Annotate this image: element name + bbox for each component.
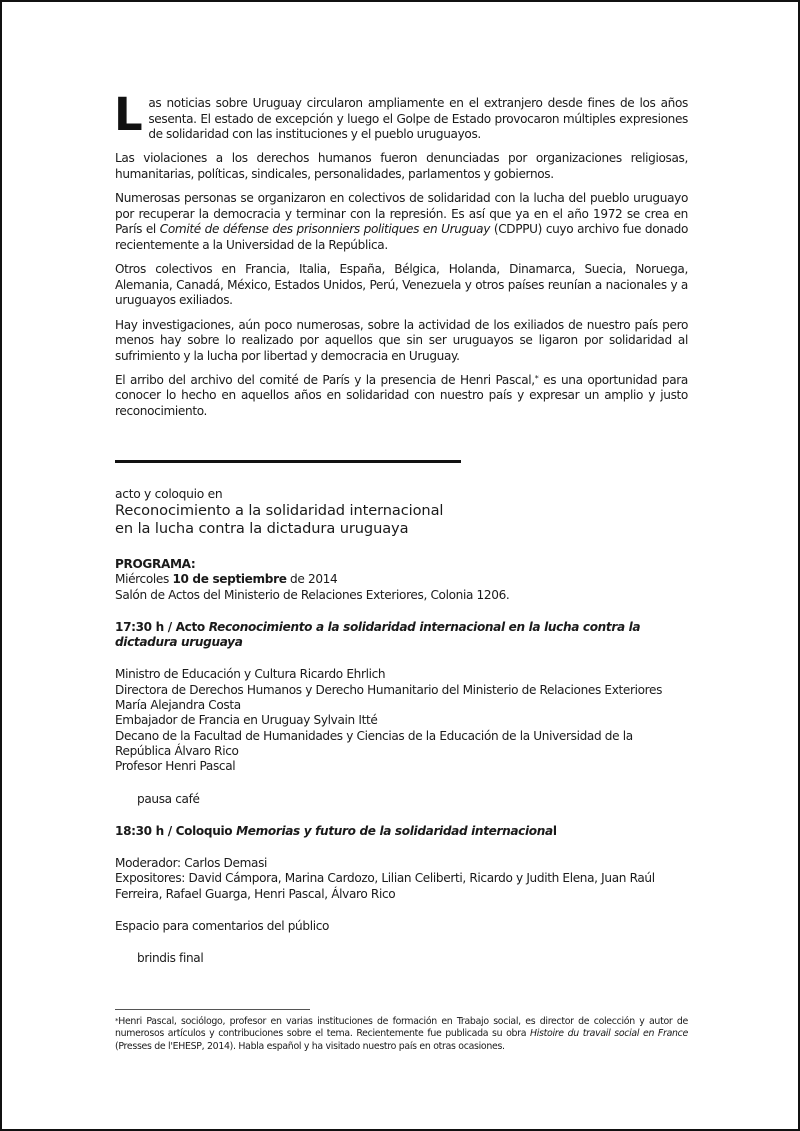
program-heading: PROGRAMA: <box>115 557 196 571</box>
event-title-line-2: en la lucha contra la dictadura uruguaya <box>115 520 409 537</box>
event-title-line-1: Reconocimiento a la solidaridad internacional <box>115 502 444 519</box>
coloquio-title-tail: l <box>552 823 557 838</box>
public-comments: Espacio para comentarios del público <box>115 919 330 934</box>
acto-speaker: Ministro de Educación y Cultura Ricardo Ehrlich <box>115 667 386 682</box>
drop-cap: L <box>114 88 143 141</box>
footnote-text-a: Henri Pascal, sociólogo, profesor en varias instituciones de formación en Trabajo social, es director de colección y autor de numerosos artículos y contribuciones sobre el tema. Recientemente fue publicada su obra <box>115 1016 688 1040</box>
program-date <box>115 572 688 587</box>
event-heading <box>115 486 688 538</box>
footnote-text-b: (Presses de l'EHESP, 2014). Habla español y ha visitado nuestro país en otras ocasiones. <box>115 1040 505 1052</box>
acto-heading <box>115 620 688 651</box>
intro-paragraph-1-text: as noticias sobre Uruguay circularon ampliamente en el extranjero desde fines de los años sesenta. El estado de excepción y luego el Golpe de Estado provocaron múltiples expresiones de solidaridad con las instituciones y el pueblo uruguayos. <box>148 96 688 142</box>
footnote-divider <box>115 1009 310 1010</box>
footnote-mark: * <box>115 1017 119 1025</box>
book-title: Histoire du travail social en France <box>530 1028 688 1040</box>
footnote-reference[interactable]: * <box>534 373 539 383</box>
panelists: Expositores: David Cámpora, Marina Cardozo, Lilian Celiberti, Ricardo y Judith Elena, Juan Raúl Ferreira, Rafael Guarga, Henri Pascal, Álvaro Rico <box>115 871 655 901</box>
intro-paragraph-6-text-a: El arribo del archivo del comité de París y la presencia de Henri Pascal, <box>115 372 535 387</box>
date-prefix: Miércoles <box>115 572 173 587</box>
intro-paragraph-4: Otros colectivos en Francia, Italia, España, Bélgica, Holanda, Dinamarca, Suecia, Noruega, Alemania, Canadá, México, Estados Unidos, Perú, Venezuela y otros países reunían a nacionales y a uruguayos exiliados. <box>115 262 688 308</box>
intro-paragraph-2: Las violaciones a los derechos humanos fueron denunciadas por organizaciones religiosas, humanitarias, políticas, sindicales, personalidades, parlamentos y gobiernos. <box>115 151 688 181</box>
date-main: 10 de septiembre <box>172 572 287 587</box>
date-suffix: de 2014 <box>286 572 338 587</box>
acto-time: 17:30 h / Acto <box>115 619 209 634</box>
footnote <box>115 1016 688 1053</box>
program-venue: Salón de Actos del Ministerio de Relaciones Exteriores, Colonia 1206. <box>115 587 510 602</box>
intro-paragraph-6-text-b: es una oportunidad para conocer lo hecho en aquellos años en solidaridad con nuestro país y expresar un amplio y justo reconocimiento. <box>115 372 688 419</box>
intro-paragraph-6 <box>115 373 688 420</box>
acto-speaker: Embajador de Francia en Uruguay Sylvain Itté <box>115 713 378 728</box>
closing-toast: brindis final <box>137 951 204 966</box>
coloquio-time: 18:30 h / Coloquio <box>115 823 237 838</box>
coloquio-title: Memorias y futuro de la solidaridad internaciona <box>236 823 553 838</box>
intro-section <box>114 88 689 428</box>
program-section <box>115 557 688 967</box>
intro-paragraph-3-text-a: Numerosas personas se organizaron en colectivos de solidaridad con la lucha del pueblo uruguayo por recuperar la democracia y terminar con la represión. Es así que ya en el año 1972 se crea en París el <box>115 191 688 237</box>
intro-paragraph-1 <box>114 88 688 143</box>
coffee-break: pausa café <box>137 791 200 806</box>
moderator: Moderador: Carlos Demasi <box>115 856 268 871</box>
acto-speaker: Decano de la Facultad de Humanidades y Ciencias de la Educación de la Universidad de la República Álvaro Rico <box>115 728 633 758</box>
committee-name: Comité de défense des prisonniers politiques en Uruguay <box>159 222 491 237</box>
acto-speaker: Profesor Henri Pascal <box>115 759 236 774</box>
acto-speaker: Directora de Derechos Humanos y Derecho Humanitario del Ministerio de Relaciones Exteriores María Alejandra Costa <box>115 682 663 713</box>
coloquio-heading <box>115 824 688 839</box>
intro-paragraph-3-text-b: (CDPPU) cuyo archivo fue donado recientemente a la Universidad de la República. <box>115 222 689 252</box>
intro-paragraph-5: Hay investigaciones, aún poco numerosas, sobre la actividad de los exiliados de nuestro país pero menos hay sobre lo realizado por aquellos que sin ser uruguayos se ligaron por solidaridad al sufrimiento y la lucha por libertad y democracia en Uruguay. <box>115 317 688 363</box>
event-kicker: acto y coloquio en <box>115 487 223 501</box>
intro-paragraph-3 <box>115 191 688 253</box>
section-divider <box>115 460 461 463</box>
acto-title: Reconocimiento a la solidaridad internacional en la lucha contra la dictadura uruguaya <box>115 619 641 650</box>
